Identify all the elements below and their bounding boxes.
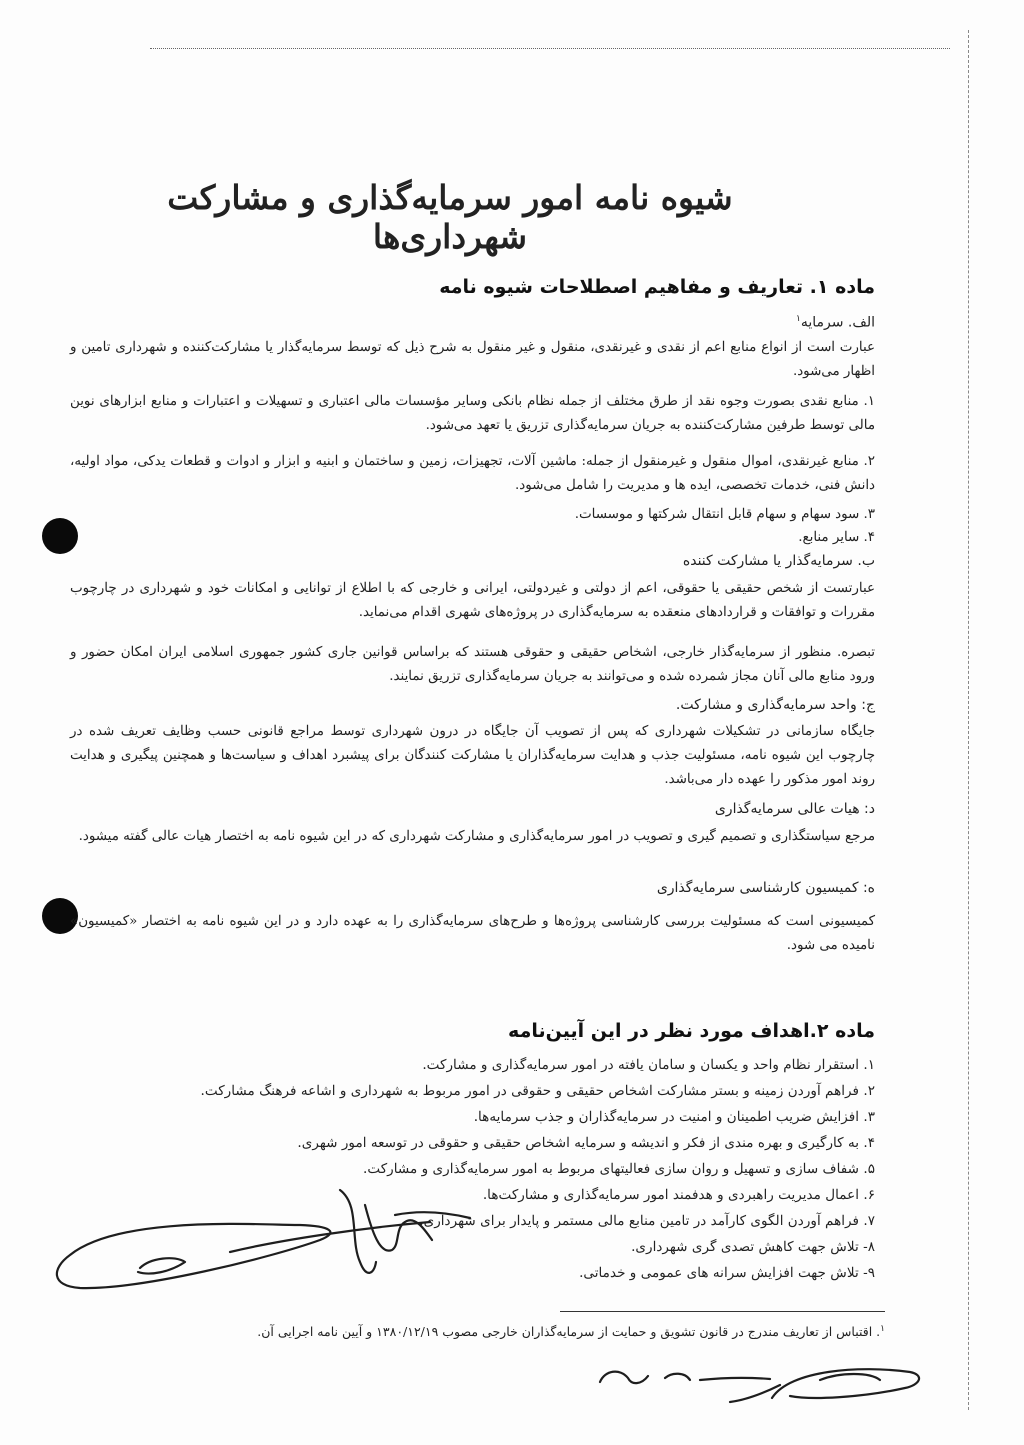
jim-heading-block — [70, 697, 875, 713]
jim-definition — [70, 720, 875, 792]
he-heading: ه: کمیسیون کارشناسی سرمایه‌گذاری — [656, 880, 875, 896]
alef-heading-block — [70, 314, 875, 331]
article-1-heading-block — [70, 276, 875, 298]
article-2-heading: ماده ۲.اهداف مورد نظر در این آیین‌نامه — [508, 1020, 875, 1042]
be-text: عبارتست از شخص حقیقی یا حقوقی، اعم از دولتی و غیردولتی، ایرانی و خارجی که با اطلاع از توانایی و امکانات خود و شهرداری در چارچوب مقررات و توافقات و قراردادهای منعقده به سرمایه‌گذاری در پروژه‌های شهری اقدام می‌نماید. — [70, 581, 875, 620]
be-definition — [70, 577, 875, 625]
document-title: شیوه نامه امور سرمایه‌گذاری و مشارکت شهرداری‌ها — [167, 178, 733, 256]
footnote-text: . اقتباس از تعاریف مندرج در قانون تشویق و حمایت از سرمایه‌گذاران خارجی مصوب ۱۳۸۰/۱۲/۱۹ و آیین نامه اجرایی آن. — [257, 1324, 881, 1340]
alef-item-1: ۱. منابع نقدی بصورت وجوه نقد از طرق مختلف از جمله نظام بانکی وسایر مؤسسات مالی اعتباری و تسهیلات و اعتبارات و منابع ابزارهای نوین مالی توسط طرفین مشارکت‌کننده به جریان سرمایه‌گذاری تزریق یا تعهد می‌شود. — [70, 394, 875, 433]
tabsare-block — [70, 641, 875, 689]
scan-artifact-top-line — [150, 48, 950, 49]
be-heading: ب. سرمایه‌گذار یا مشارکت کننده — [682, 553, 875, 569]
goal-item: ۱. استقرار نظام واحد و یکسان و سامان یافته در امور سرمایه‌گذاری و مشارکت. — [422, 1057, 875, 1073]
alef-item-3-block — [70, 503, 875, 527]
scan-artifact-right-line — [968, 30, 969, 1410]
alef-item-1-block — [70, 390, 875, 438]
alef-text: عبارت است از انواع منابع اعم از نقدی و غیرنقدی، منقول و غیر منقول به شرح ذیل که توسط سرمایه‌گذار یا مشارکت‌کننده و شهرداری تامین و اظهار می‌شود. — [70, 340, 875, 379]
goal-item: ۴. به کارگیری و بهره مندی از فکر و اندیشه و سرمایه اشخاص حقیقی و حقوقی در توسعه امور شهری. — [297, 1135, 875, 1151]
goal-item: ۲. فراهم آوردن زمینه و بستر مشارکت اشخاص حقیقی و حقوقی در امور مربوط به شهرداری و اشاعه فرهنگ مشارکت. — [200, 1083, 875, 1099]
dal-definition — [70, 825, 875, 849]
goal-item: ۶. اعمال مدیریت راهبردی و هدفمند امور سرمایه‌گذاری و مشارکت‌ها. — [482, 1187, 875, 1203]
alef-definition — [70, 336, 875, 384]
signature-bottom-right — [730, 1369, 919, 1402]
goal-item: ۵. شفاف سازی و تسهیل و روان سازی فعالیتهای مربوط به امور سرمایه‌گذاری و مشارکت. — [363, 1161, 875, 1177]
alef-item-4-block — [70, 526, 875, 550]
be-heading-block — [70, 553, 875, 569]
article-1-heading: ماده ۱. تعاریف و مفاهیم اصطلاحات شیوه نامه — [439, 276, 875, 298]
he-heading-block — [70, 880, 875, 896]
article-2-heading-block — [70, 1020, 875, 1042]
he-text: کمیسیونی است که مسئولیت بررسی کارشناسی پروژه‌ها و طرح‌های سرمایه‌گذاری را به عهده دارد و در این شیوه نامه به اختصار «کمیسیون» نامیده می شود. — [70, 914, 875, 953]
dal-text: مرجع سیاستگذاری و تصمیم گیری و تصویب در امور سرمایه‌گذاری و مشارکت شهرداری که در این شیوه نامه به اختصار هیات عالی گفته میشود. — [78, 829, 875, 844]
alef-item-3: ۳. سود سهام و سهام قابل انتقال شرکتها و موسسات. — [574, 507, 875, 522]
alef-item-4: ۴. سایر منابع. — [798, 530, 875, 545]
alef-item-2: ۲. منابع غیرنقدی، اموال منقول و غیرمنقول از جمله: ماشین آلات، تجهیزات، زمین و ساختمان و ابنیه و ابزار و ادوات و قطعات یدکی، مواد اولیه، دانش فنی، خدمات تخصصی، ایده ها و مدیریت را شامل می‌شود. — [70, 454, 875, 493]
jim-text: جایگاه سازمانی در تشکیلات شهرداری که پس از تصویب آن جایگاه در درون شهرداری توسط مراجع قانونی حسب وظایف تعریف شده در چارچوب این شیوه نامه، مسئولیت جذب و هدایت سرمایه‌گذاران یا مشارکت کنندگان برای پیشبرد اهداف و سیاست‌ها و همچنین پیگیری و هدایت روند امور مذکور را عهده دار می‌باشد. — [70, 724, 875, 787]
he-definition — [70, 910, 875, 958]
footnote-divider — [560, 1311, 885, 1312]
footnote — [230, 1324, 885, 1339]
goal-item: ۷. فراهم آوردن الگوی کارآمد در تامین منابع مالی مستمر و پایدار برای شهرداری. — [419, 1213, 875, 1229]
article-2-list — [60, 1052, 875, 1286]
goal-item: ۹- تلاش جهت افزایش سرانه های عمومی و خدماتی. — [579, 1265, 875, 1281]
dal-heading: د: هیات عالی سرمایه‌گذاری — [714, 801, 875, 817]
goal-item: ۳. افزایش ضریب اطمینان و امنیت در سرمایه‌گذاران و جذب سرمایه‌ها. — [473, 1109, 875, 1125]
alef-footnote-marker: ۱ — [795, 314, 801, 324]
jim-heading: ج: واحد سرمایه‌گذاری و مشارکت. — [675, 697, 875, 713]
alef-item-2-block — [70, 450, 875, 498]
tabsare-text: تبصره. منظور از سرمایه‌گذار خارجی، اشخاص حقیقی و حقوقی هستند که براساس قوانین جاری کشور جمهوری اسلامی ایران امکان حضور و ورود منابع مالی آنان مجاز شمرده شده و می‌توانند به جریان سرمایه‌گذاری تزریق نمایند. — [70, 645, 875, 684]
signature-bottom-middle — [600, 1372, 770, 1383]
alef-heading-text: الف. سرمایه — [800, 314, 875, 331]
alef-heading — [70, 314, 875, 331]
dal-heading-block — [70, 801, 875, 817]
goal-item: ۸- تلاش جهت کاهش تصدی گری شهرداری. — [631, 1239, 875, 1255]
footnote-marker: ۱ — [880, 1324, 885, 1334]
